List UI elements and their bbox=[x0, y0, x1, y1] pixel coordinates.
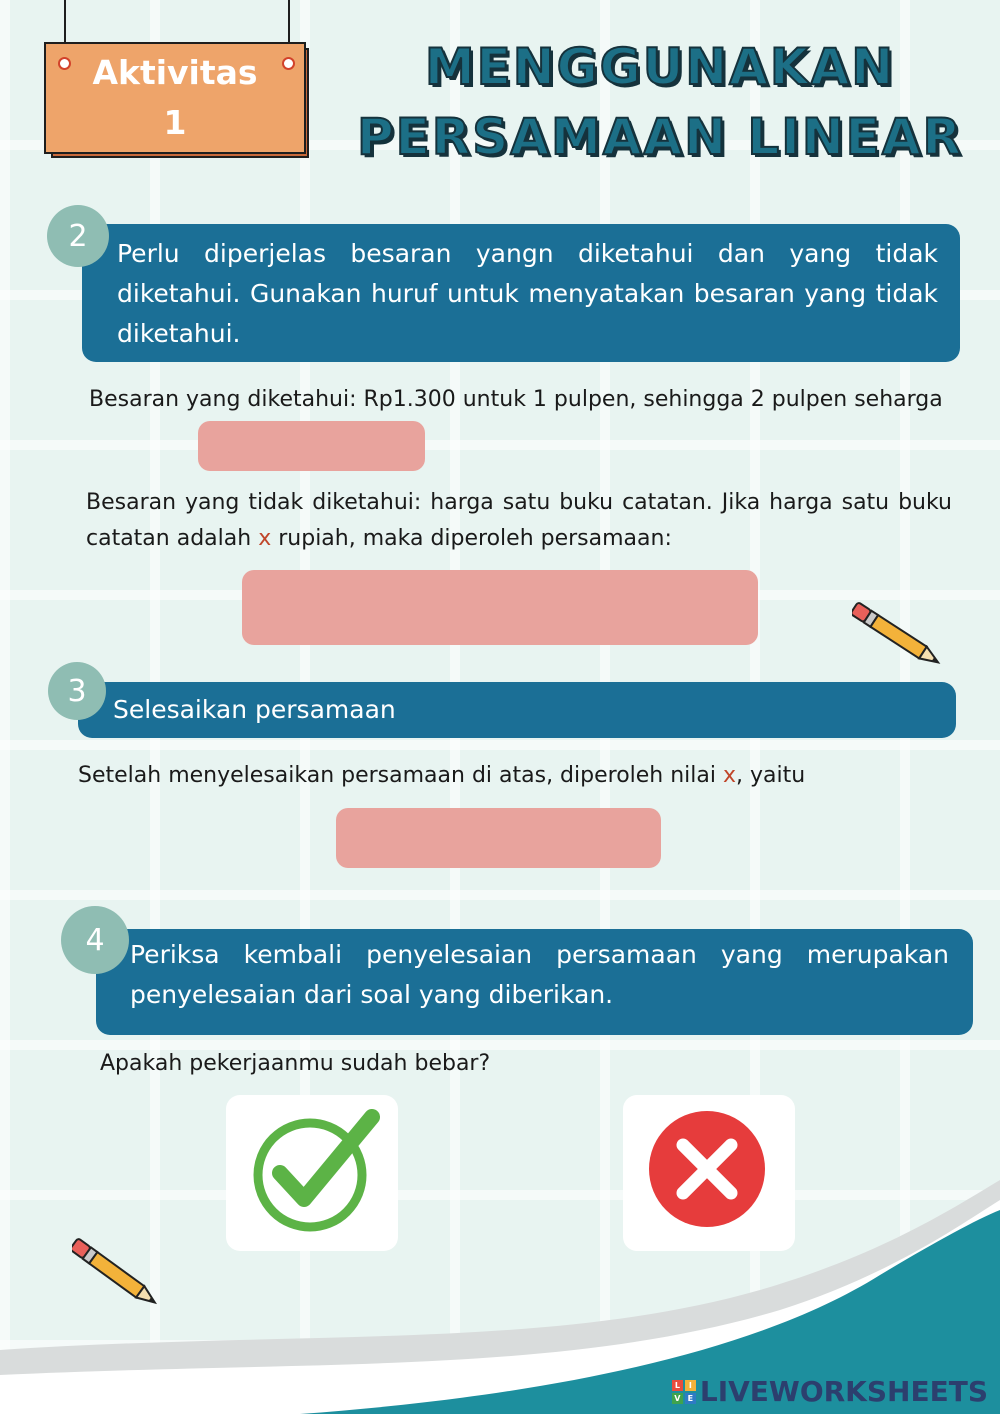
check-question: Apakah pekerjaanmu sudah bebar? bbox=[100, 1051, 491, 1076]
step2-badge: 2 bbox=[47, 205, 109, 267]
unknown-text-after: rupiah, maka diperoleh persamaan: bbox=[278, 526, 672, 551]
page-title-line1: MENGGUNAKAN bbox=[424, 38, 896, 96]
variable-x: x bbox=[258, 526, 272, 551]
unknown-text-before: Besaran yang tidak diketahui: harga satu buku catatan. Jika harga satu buku catatan adalah bbox=[86, 490, 952, 551]
logo-letter-v: V bbox=[672, 1393, 683, 1404]
known-quantity-text: Besaran yang diketahui: Rp1.300 untuk 1 pulpen, sehingga 2 pulpen seharga bbox=[89, 387, 943, 412]
answer-box-equation[interactable] bbox=[242, 570, 758, 645]
activity-number: 1 bbox=[163, 103, 187, 142]
sign-pin-right-icon bbox=[282, 57, 295, 70]
activity-label bbox=[90, 48, 260, 148]
step3-instruction: Selesaikan persamaan bbox=[113, 695, 396, 724]
sign-pin-left-icon bbox=[58, 57, 71, 70]
pencil-icon-bottom bbox=[72, 1230, 172, 1310]
brand-name: LIVEWORKSHEETS bbox=[699, 1375, 988, 1408]
x-circle-icon bbox=[623, 1095, 795, 1251]
answer-box-price-two-pens[interactable] bbox=[198, 421, 425, 471]
step4-badge: 4 bbox=[61, 906, 129, 974]
step4-banner bbox=[96, 929, 973, 1035]
logo-letter-l: L bbox=[672, 1380, 683, 1391]
step3-banner bbox=[78, 682, 956, 738]
logo-letter-e: E bbox=[685, 1393, 696, 1404]
logo-letter-i: I bbox=[685, 1380, 696, 1391]
liveworksheets-logo-icon bbox=[672, 1380, 696, 1404]
pencil-icon bbox=[852, 594, 952, 670]
step2-instruction: Perlu diperjelas besaran yangn diketahui dan yang tidak diketahui. Gunakan huruf untuk menyatakan besaran yang tidak diketahui. bbox=[117, 239, 938, 348]
page-title-line2: PERSAMAAN LINEAR bbox=[356, 108, 964, 166]
solution-text bbox=[78, 758, 958, 794]
liveworksheets-brand bbox=[672, 1375, 988, 1408]
correct-choice-button[interactable] bbox=[226, 1095, 398, 1251]
incorrect-choice-button[interactable] bbox=[623, 1095, 795, 1251]
activity-label-line1: Aktivitas bbox=[92, 53, 258, 92]
check-circle-icon bbox=[226, 1095, 398, 1251]
activity-sign bbox=[44, 42, 306, 154]
solution-variable-x: x bbox=[723, 763, 737, 788]
unknown-quantity-text bbox=[86, 485, 952, 557]
step4-instruction: Periksa kembali penyelesaian persamaan yang merupakan penyelesaian dari soal yang diberikan. bbox=[130, 940, 949, 1009]
step3-badge: 3 bbox=[48, 662, 106, 720]
answer-box-x-value[interactable] bbox=[336, 808, 661, 868]
step2-banner bbox=[82, 224, 960, 362]
solution-text-before: Setelah menyelesaikan persamaan di atas, diperoleh nilai bbox=[78, 763, 716, 788]
solution-text-after: , yaitu bbox=[736, 763, 806, 788]
